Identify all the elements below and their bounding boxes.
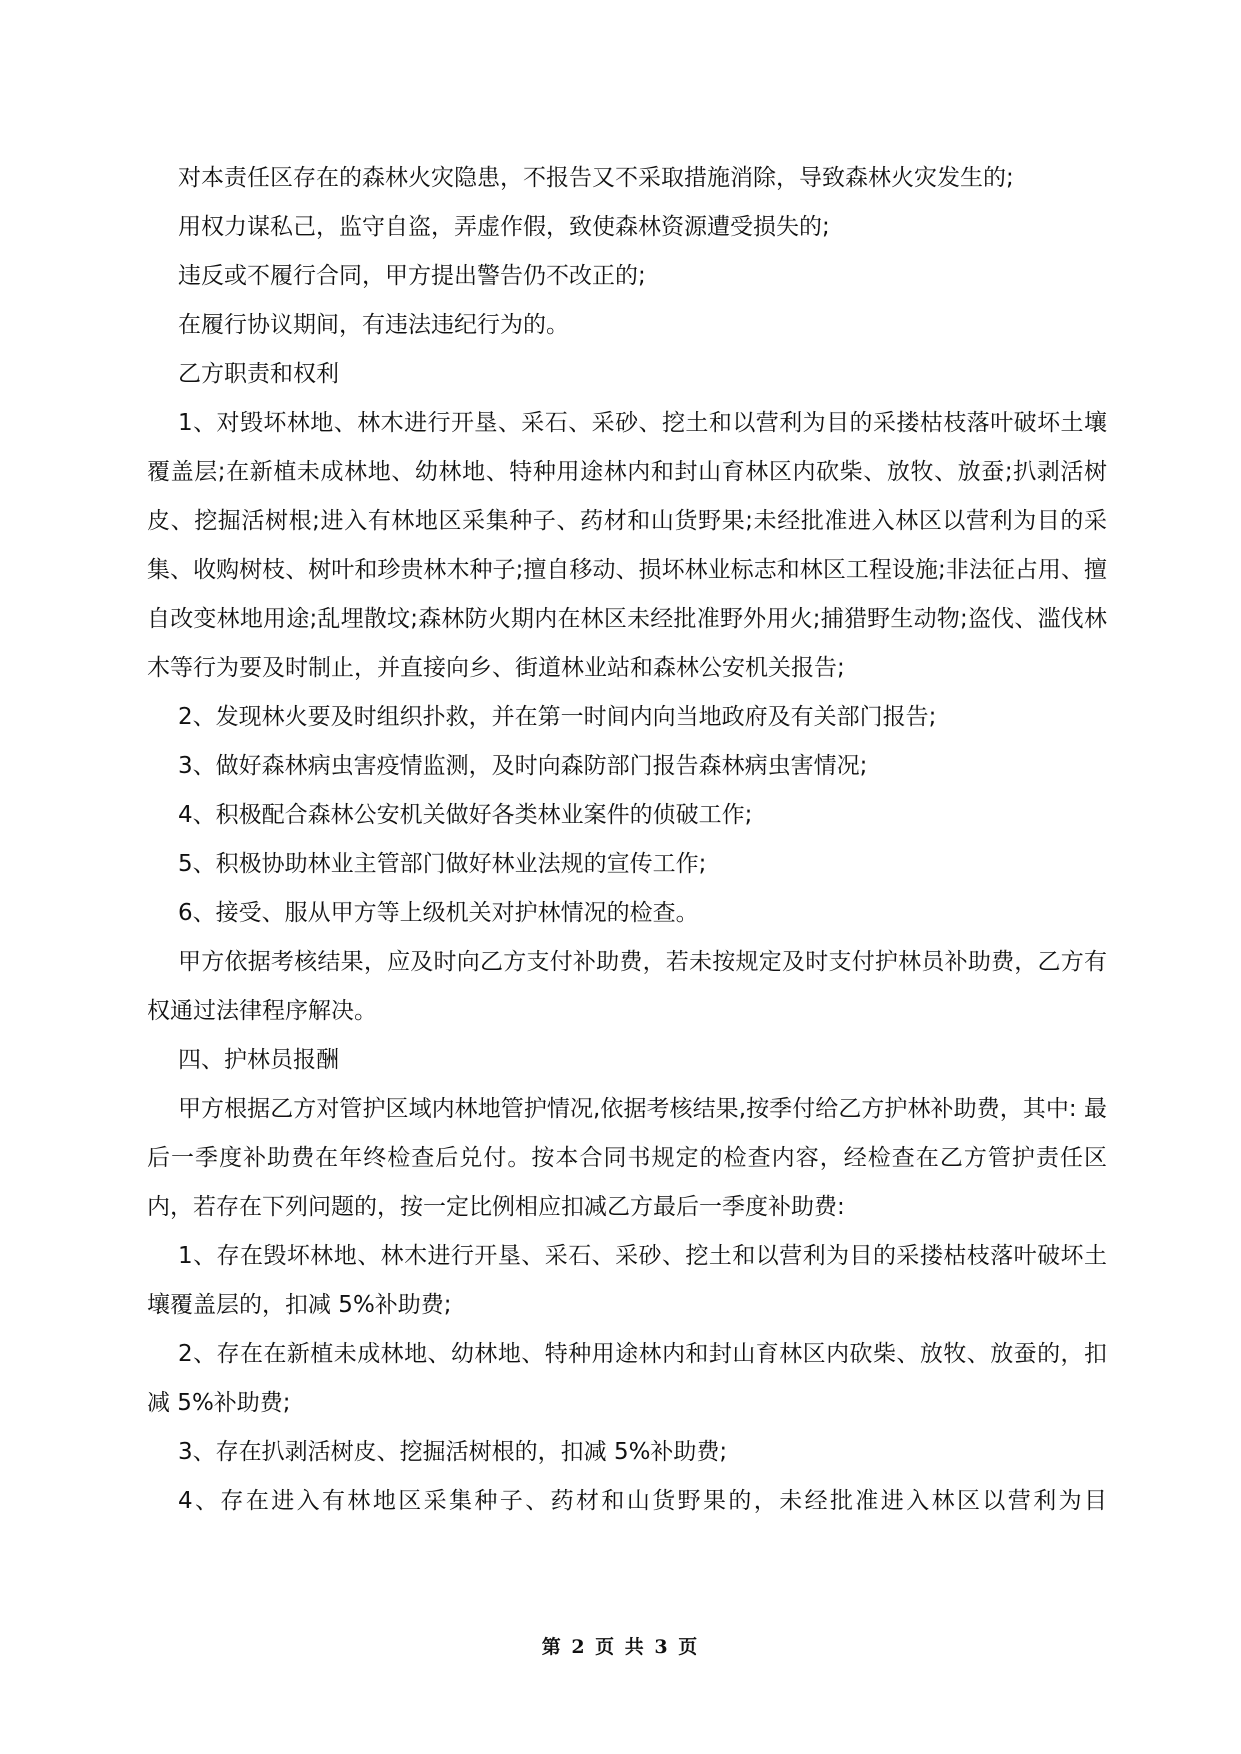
duty-item-6: 6、接受、服从甲方等上级机关对护林情况的检查。 (178, 900, 699, 926)
duty-item-1: 1、对毁坏林地、林木进行开垦、采石、采砂、挖土和以营利为目的采搂枯枝落叶破坏土壤覆盖层;在新植未成林地、幼林地、特种用途林内和封山育林区内砍柴、放牧、放蚕;扒剥活树皮、挖掘活树根;进入有林地区采集种子、药材和山货野果;未经批准进入林区以营利为目的采集、收购树枝、树叶和珍贵林木种子;擅自移动、损坏林业标志和林区工程设施;非法征占用、擅自改变林地用途;乱埋散坟;森林防火期内在林区未经批准野外用火;捕猎野生动物;盗伐、滥伐林木等行为要及时制止，并直接向乡、街道林业站和森林公安机关报告; (147, 410, 1107, 681)
page-number-footer: 第 2 页 共 3 页 (541, 1636, 700, 1658)
duty-item-5: 5、积极协助林业主管部门做好林业法规的宣传工作; (178, 851, 707, 877)
deduction-item-4: 4、存在进入有林地区采集种子、药材和山货野果的，未经批准进入林区以营利为目 (178, 1488, 1107, 1514)
duty-item-3: 3、做好森林病虫害疫情监测，及时向森防部门报告森林病虫害情况; (178, 753, 868, 779)
paragraph-fire-hazard: 对本责任区存在的森林火灾隐患，不报告又不采取措施消除，导致森林火灾发生的; (178, 165, 1014, 191)
paragraph-payment-rights: 甲方依据考核结果，应及时向乙方支付补助费，若未按规定及时支付护林员补助费，乙方有权通过法律程序解决。 (147, 949, 1107, 1024)
section-heading-ranger-pay: 四、护林员报酬 (178, 1047, 339, 1073)
paragraph-abuse-of-power: 用权力谋私己，监守自盗，弄虚作假，致使森林资源遭受损失的; (178, 214, 830, 240)
paragraph-illegal-conduct: 在履行协议期间，有违法违纪行为的。 (178, 312, 569, 338)
paragraph-quarterly-subsidy: 甲方根据乙方对管护区域内林地管护情况,依据考核结果,按季付给乙方护林补助费，其中: 最后一季度补助费在年终检查后兑付。按本合同书规定的检查内容，经检查在乙方管护责任区内，若存在下列问题的，按一定比例相应扣减乙方最后一季度补助费: (147, 1096, 1107, 1220)
section-heading-party-b-duties: 乙方职责和权利 (178, 361, 339, 387)
duty-item-2: 2、发现林火要及时组织扑救，并在第一时间内向当地政府及有关部门报告; (178, 704, 937, 730)
duty-item-4: 4、积极配合森林公安机关做好各类林业案件的侦破工作; (178, 802, 753, 828)
deduction-item-1: 1、存在毁坏林地、林木进行开垦、采石、采砂、挖土和以营利为目的采搂枯枝落叶破坏土壤覆盖层的，扣减 5%补助费; (147, 1243, 1107, 1318)
deduction-item-2: 2、存在在新植未成林地、幼林地、特种用途林内和封山育林区内砍柴、放牧、放蚕的，扣减 5%补助费; (147, 1341, 1107, 1416)
deduction-item-3: 3、存在扒剥活树皮、挖掘活树根的，扣减 5%补助费; (178, 1439, 728, 1465)
document-body (147, 154, 1107, 1526)
paragraph-contract-violation: 违反或不履行合同，甲方提出警告仍不改正的; (178, 263, 646, 289)
